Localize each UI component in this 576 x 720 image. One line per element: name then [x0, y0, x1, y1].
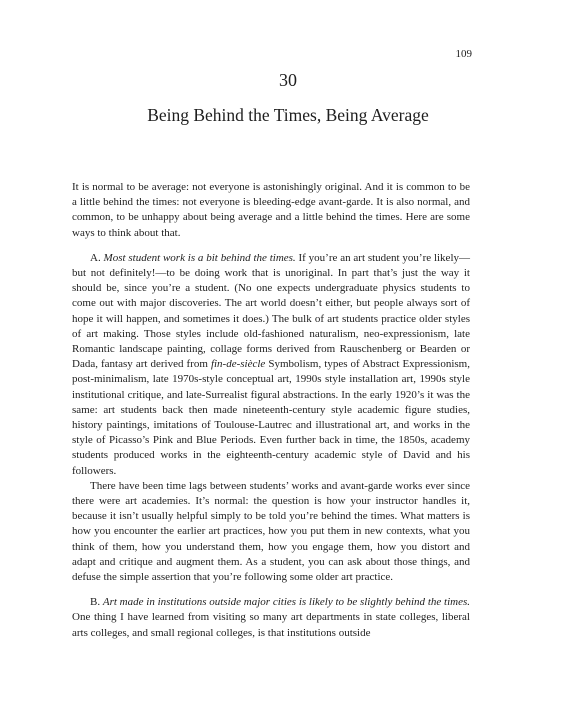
page-number: 109 — [455, 48, 472, 60]
chapter-title: Being Behind the Times, Being Average — [147, 105, 429, 125]
section-a-heading: Most student work is a bit behind the times. — [103, 251, 296, 264]
section-b-paragraph — [72, 595, 470, 641]
section-a-paragraph — [72, 251, 470, 479]
time-lags-paragraph: There have been time lags between students’ works and avant-garde works ever since there were art academies. It’s normal: the question is how your instructor handles it, because it isn’t usually helpful simply to be told you’re behind the times. What matters is how you encounter the earlier art practices, how you put them in new contexts, what you think of them, how you understand them, how you engage them, how you distort and adapt and critique and augment them. As a student, you can ask about those things, and defuse the simple assertion that you’re following some older art practice. — [72, 479, 470, 584]
section-a-text-2: Symbolism, types of Abstract Expressionism, post-minimalism, late 1970s-style conceptual art, 1990s style installation art, 1990s style institutional critique, and late-Surrealist figural abstractions. In the early 1920’s it was the same: art students back then made nineteenth-century style academic figure studies, history paintings, imitations of Toulouse-Lautrec and illustrational art, and works in the style of Picasso’s Pink and Blue Periods. Even further back in time, the 1850s, academy students produced works in the eighteenth-century academic style of David and his followers. — [72, 358, 470, 477]
body-text — [72, 180, 470, 641]
section-a-label: A. — [90, 251, 104, 264]
fin-de-siecle-term: fin-de-siècle — [210, 358, 266, 371]
intro-paragraph: It is normal to be average: not everyone is astonishingly original. And it is common to be a little behind the times: not everyone is bleeding-edge avant-garde. It is also normal, and common, to be unhappy about being average and a little behind the times. Here are some ways to think about that. — [72, 181, 470, 239]
section-b-label: B. — [90, 596, 103, 609]
section-a-text-1: If you’re an art student you’re likely—but not definitely!—to be doing work that is unoriginal. In part that’s just the way it should be, since you’re a student. (No one expects undergraduate physics students to come out with major discoveries. The art world doesn’t either, but people always sort of hope it will happen, and sometimes it does.) The bulk of art students practice older styles of art making. Those styles include old-fashioned naturalism, neo-expressionism, late Romantic landscape painting, collage forms derived from Rauschenberg or Bearden or Dada, fantasy art derived from — [72, 251, 470, 371]
section-b-text: One thing I have learned from visiting so many art departments in state colleges, liberal arts colleges, and small regional colleges, is that institutions outside — [72, 611, 470, 639]
section-b-heading: Art made in institutions outside major cities is likely to be slightly behind the times. — [102, 596, 470, 609]
chapter-number: 30 — [279, 70, 297, 90]
